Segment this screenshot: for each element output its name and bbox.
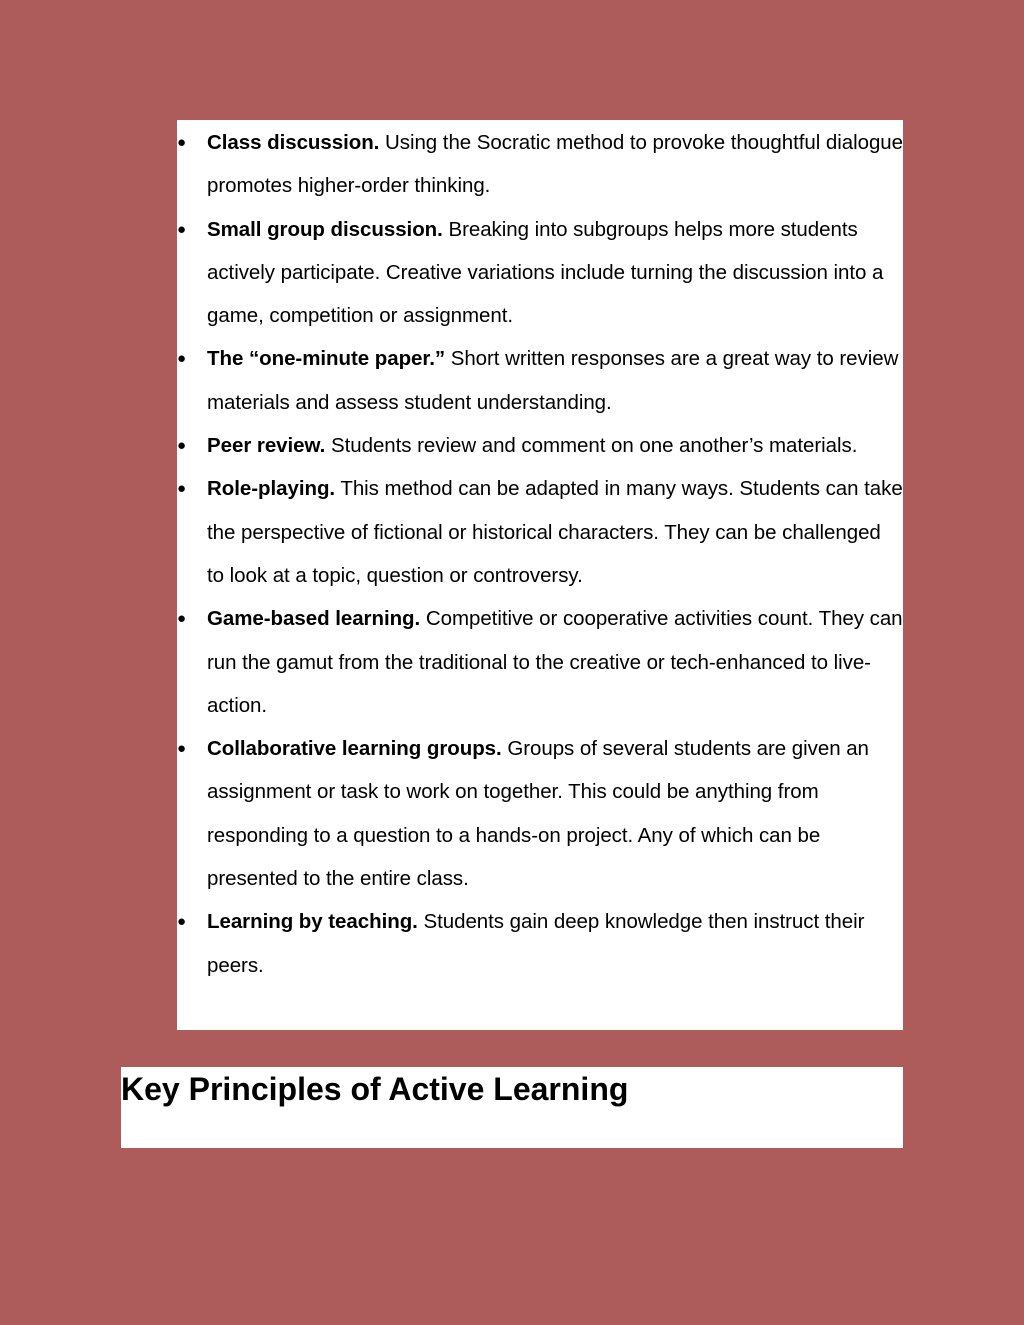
bullet-icon: ●: [177, 437, 187, 455]
active-learning-list-panel: [177, 120, 903, 1030]
list-item-title: Class discussion.: [207, 131, 380, 154]
list-item: [177, 727, 903, 900]
bullet-icon: ●: [177, 913, 187, 931]
list-item-text: Breaking into subgroups helps more students actively participate. Creative variations include turning the discussion into a game, competition or assignment.: [207, 217, 884, 328]
bullet-icon: ●: [177, 480, 187, 498]
list-item: [177, 208, 903, 338]
list-item: [177, 337, 903, 424]
list-item-title: Learning by teaching.: [207, 910, 418, 934]
list-item-text: Students gain deep knowledge then instruct their peers.: [207, 910, 865, 977]
bullet-icon: ●: [177, 740, 187, 758]
active-learning-list: [177, 120, 903, 987]
list-item-title: Role-playing.: [207, 477, 336, 501]
list-item-title: Small group discussion.: [207, 217, 443, 241]
list-item: [177, 467, 903, 597]
list-item-title: Peer review.: [207, 434, 326, 458]
list-item-text: Short written responses are a great way to review materials and assess student understanding.: [207, 347, 899, 414]
list-item: [177, 900, 903, 987]
list-item: [177, 597, 903, 727]
list-item-text: Students review and comment on one another’s materials.: [330, 434, 858, 458]
list-item-title: Collaborative learning groups.: [207, 737, 502, 761]
bullet-icon: ●: [177, 220, 187, 238]
list-item-text: Competitive or cooperative activities count. They can run the gamut from the traditional to the creative or tech-enhanced to live-action.: [207, 607, 903, 717]
list-item: [177, 424, 903, 467]
list-item-text: This method can be adapted in many ways. Students can take the perspective of fictional or historical characters. They can be challenged to look at a topic, question or controversy.: [207, 477, 903, 587]
section-heading: Key Principles of Active Learning: [121, 1071, 629, 1107]
bullet-icon: ●: [177, 350, 187, 368]
list-item-text: Groups of several students are given an assignment or task to work on together. This could be anything from responding to a question to a hands-on project. Any of which can be presented to the entire class.: [207, 737, 869, 891]
list-item-title: Game-based learning.: [207, 607, 421, 631]
bullet-icon: ●: [177, 134, 187, 151]
list-item-text: Using the Socratic method to provoke thoughtful dialogue promotes higher-order thinking.: [207, 131, 903, 198]
bullet-icon: ●: [177, 610, 187, 628]
list-item: [177, 121, 903, 208]
list-item-title: The “one-minute paper.”: [207, 347, 446, 371]
section-heading-panel: [121, 1067, 903, 1148]
